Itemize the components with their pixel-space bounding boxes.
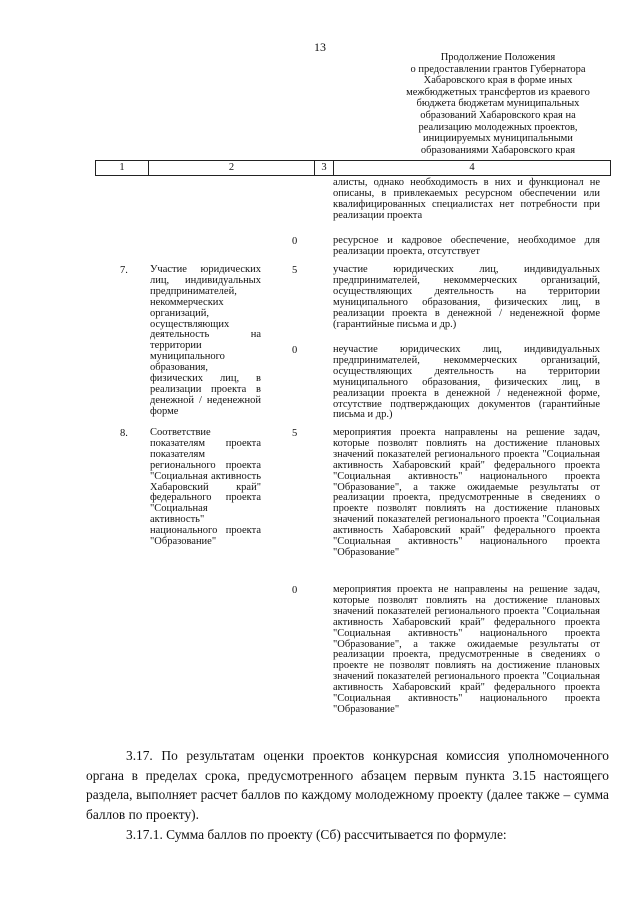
header-line: бюджета бюджетам муниципальных	[416, 98, 580, 110]
criterion-name: Соответствие показателям проекта показателям регионального проекта "Социальная активность Хабаровский край" федерального проекта "Социальная активность" национального проекта "Образование"	[150, 427, 261, 548]
document-header	[380, 52, 616, 156]
page-number: 13	[314, 40, 326, 54]
paragraph-3-17-1: 3.17.1. Сумма баллов по проекту (Сб) рассчитывается по формуле:	[126, 827, 507, 842]
row-number: 8.	[120, 428, 128, 439]
score-value: 0	[292, 345, 298, 356]
row-number: 7.	[120, 265, 128, 276]
header-line: Хабаровского края в форме иных	[423, 75, 573, 87]
header-line: инициируемых муниципальными	[423, 133, 573, 145]
criterion-description: ресурсное и кадровое обеспечение, необходимое для реализации проекта, отсутствует	[333, 235, 600, 257]
paragraph-3-17: 3.17. По результатам оценки проектов конкурсная комиссия уполномоченного органа в пределах срока, предусмотренного абзацем первым пункта 3.15 настоящего раздела, выполняет расчет баллов по каждому молодежному проекту (далее также – сумма баллов по проекту).	[86, 748, 609, 822]
column-header-1: 1	[119, 162, 125, 173]
score-value: 5	[292, 265, 298, 276]
criterion-description: алисты, однако необходимость в них и функционал не описаны, в привлекаемых ресурсном обеспечении или квалифицированных специалистах нет потребности при реализации проекта	[333, 177, 600, 221]
table-header-row	[95, 160, 611, 176]
header-line: Продолжение Положения	[440, 52, 556, 63]
score-value: 0	[292, 585, 298, 596]
header-line: межбюджетных трансфертов из краевого	[406, 86, 590, 98]
header-line: образований Хабаровского края на	[420, 109, 576, 121]
score-value: 0	[292, 236, 298, 247]
criterion-description: неучастие юридических лиц, индивидуальных предпринимателей, некоммерческих организаций, осуществляющих деятельность на территории муниципального образования, физических лиц, в реализации проекта в денежной / неденежной форме, отсутствие подтверждающих документов (гарантийные письма и др.)	[333, 344, 600, 421]
score-value: 5	[292, 428, 298, 439]
criterion-description: участие юридических лиц, индивидуальных предпринимателей, некоммерческих организаций, осуществляющих деятельность на территории муниципального образования, физических лиц, в реализации проекта в денежной / неденежной форме (гарантийные письма и др.)	[333, 264, 600, 330]
criterion-description: мероприятия проекта направлены на решение задач, которые позволят повлиять на достижение плановых значений показателей регионального проекта "Социальная активность Хабаровский край" федерального проекта "Социальная активность" национального проекта "Образование", а также ожидаемые результаты от реализации проекта, предусмотренные в сведениях о проекте позволят повлиять на достижение плановых значений показателей регионального проекта "Социальная активность Хабаровский край" федерального проекта "Социальная активность" национального проекта "Образование"	[333, 427, 600, 558]
column-header-3: 3	[321, 162, 327, 173]
criterion-description: мероприятия проекта не направлены на решение задач, которые позволят повлиять на достижение плановых значений показателей регионального проекта "Социальная активность Хабаровский край" федерального проекта "Социальная активность" национального проекта "Образование", а также ожидаемые результаты от реализации проекта, предусмотренные в сведениях о проекте не позволят повлиять на достижение плановых значений показателей регионального проекта "Социальная активность Хабаровский край" федерального проекта "Социальная активность" национального проекта "Образование"	[333, 584, 600, 715]
header-line: реализацию молодежных проектов,	[418, 121, 578, 133]
criterion-name: Участие юридических лиц, индивидуальных предпринимателей, некоммерческих организаций, осуществляющих деятельность на территории муниципального образования, физических лиц, в реализации проекта в денежной / неденежной форме	[150, 264, 261, 417]
header-line: образованиями Хабаровского края	[420, 144, 576, 156]
column-header-4: 4	[469, 162, 475, 173]
column-header-2: 2	[228, 162, 235, 173]
header-line: о предоставлении грантов Губернатора	[410, 63, 586, 75]
